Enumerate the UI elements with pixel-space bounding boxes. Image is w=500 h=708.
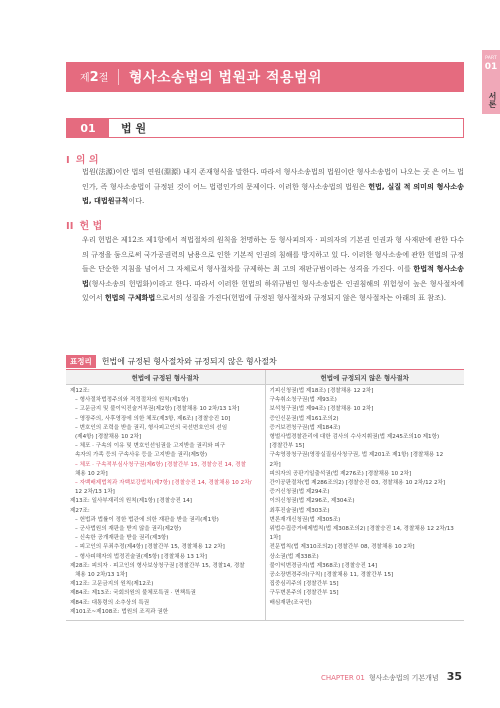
table-row: – 신속한 공개재판을 받을 권리(제3항)	[75, 535, 169, 542]
table-row: 1차]	[269, 535, 281, 542]
table-row: 집중심리주의 [경찰간부 15]	[269, 581, 339, 588]
table-row: 2차]	[269, 461, 281, 468]
table-row: – 변호인의 조력을 받을 권리, 형사피고인의 국선변호인의 선임	[75, 424, 228, 431]
table-caption	[66, 355, 277, 368]
table-row: – 체포 · 구속의 이유 및 변호인선임권을 고지받을 권리와 피구	[75, 443, 226, 450]
table-row: – 형사절차법정주의와 적정절차의 원칙(제1항)	[75, 397, 189, 404]
subsection-heading	[66, 118, 464, 138]
table-tag: 표정리	[66, 355, 96, 368]
bold-text: 헌법, 실질	[368, 181, 402, 191]
table-row: 구두변론주의 [경찰간부 15]	[269, 590, 339, 597]
table-row: 채용 10 2차/13 1차]	[75, 572, 128, 579]
table-row: 제13조: 일사부재리의 원칙(제1항) [경찰승진 14]	[70, 498, 192, 505]
table-row: 위법수집증거배제법칙(법 제308조의2) [경찰승진 14, 경찰채용 12 2차/13	[269, 526, 454, 533]
heading-mark: I	[66, 155, 70, 166]
title-divider	[118, 69, 119, 85]
heading-meaning	[66, 151, 99, 166]
heading-mark: II	[66, 221, 74, 232]
table-row: 제27조:	[70, 507, 90, 514]
text-line: 이다.	[128, 196, 145, 205]
text-line: 다. 이러한 형사소송에 관한 헌법의 규정들은 단순한 지침을 넘어서 그 자체로서 형사절차를 규제하는 최	[82, 249, 464, 273]
table-row: 피의자의 공판기일출석권(법 제276조) [경찰채용 10 2차]	[269, 470, 412, 477]
text-line: 으로서의	[155, 293, 183, 302]
table-row: [경찰간부 15]	[269, 443, 305, 450]
column-header-left: 헌법에 규정된 형사절차	[66, 370, 266, 384]
page-footer	[321, 670, 462, 683]
section-title-banner	[66, 62, 464, 92]
bold-text: 헌법의 구체화법	[104, 293, 156, 302]
section-number	[66, 69, 118, 85]
table-row: 증거보전청구권(법 제184조)	[269, 424, 341, 431]
right-column	[266, 385, 465, 620]
heading-text: 의 의	[75, 155, 99, 166]
table-row: 제12조:	[70, 388, 90, 394]
table-row: 12 2차/13 1차]	[75, 489, 115, 496]
table-header	[66, 370, 464, 385]
table-row: 변론재개신청권(법 제305조)	[269, 516, 341, 523]
bold-text: 적 의미의 형사소송법, 대법원규칙	[82, 181, 465, 205]
part-title: 서론	[488, 92, 497, 108]
table-row: 불이익변경금지(법 제368조) [경찰승진 14]	[269, 562, 378, 569]
table-row: 제84조: 제13조: 국회의원의 불체포특권 · 면책특권	[70, 590, 196, 597]
column-header-right: 헌법에 규정되지 않은 형사절차	[320, 373, 409, 382]
subsection-title: 법 원	[121, 122, 147, 135]
page-number: 35	[446, 670, 462, 683]
table-row: 간이공판절차(법 제286조의2) [경찰승진 03, 경찰채용 10 2차/12 2차]	[269, 480, 446, 487]
table-row: 최후진술권(법 제303조)	[269, 507, 330, 514]
table-body	[66, 385, 464, 621]
table-row: 증거신청권(법 제294조)	[269, 489, 330, 496]
table-row: – 고문금지 및 불이익진술거부권(제2항) [경찰채용 10 2차/13 1차]	[75, 406, 240, 413]
table-row: – 군사법원의 재판을 받지 않을 권리(제2항)	[75, 526, 182, 533]
table-row: (제4항) [경찰채용 10 2차]	[75, 434, 142, 441]
section-suffix: 절	[98, 73, 109, 84]
table-row: – 체포 · 구속적부심사청구권(제6항) [경찰간부 15, 경찰승진 14, 경찰	[75, 461, 246, 468]
table-row: 배심재판(조국민)	[269, 599, 312, 606]
section-title: 형사소송법의 법원과 적용범위	[129, 70, 323, 86]
table-row: 제28조: 피의자 · 피고인의 형사보상청구권 [경찰간부 15, 경찰14, 경찰	[70, 562, 245, 569]
subsection-number: 01	[67, 119, 109, 137]
table-title: 헌법에 규정된 형사절차와 규정되지 않은 형사절차	[101, 357, 277, 366]
paragraph-constitution	[82, 233, 464, 306]
table-row: 기피신청권(법 제18조) [경찰채용 12 2차]	[269, 388, 374, 394]
text-line: 법원(法源)이란 법의 연원(淵源) 내지 존재형식을 말한다. 따라서 형사소송법의 법원이란 형사소송법이 나오는 곳	[82, 167, 430, 176]
footer-chapter-title: 형사소송법의 기본개념	[368, 674, 439, 682]
text-line: 우리 헌법은 제12조 제1항에서 적법절차의 원칙을 천명하는 등 형사피의자 · 피의자의 기본권 인권과 형	[82, 235, 403, 244]
table-row: 채용 10 2차]	[75, 470, 108, 477]
table-row: 상소권(법 제338조)	[269, 553, 319, 560]
text-line: 은 어느 법인가, 즉 형사소송법이 규정된 것이 어느 법령인가의 문제이다. 이러한 형사소송법의 법원은	[82, 167, 464, 191]
table-row: 전문법칙(법 제310조의2) [경찰간부 08, 경찰채용 10 2차]	[269, 544, 415, 551]
table-row: 이의신청권(법 제296조, 제304조)	[269, 498, 355, 505]
table-row: 제84조: 대통령의 소추상의 특권	[70, 599, 150, 606]
table-row: 보석청구권(법 제94조) [경찰채용 10 2차]	[269, 406, 374, 413]
text-line: 헌법의 하위규범인 형사소송법은 인권침해의 위험성이 높은 형사절차에 있어서	[82, 278, 464, 302]
text-line: 고의 재판규범이라는 성격을 가진다. 이를	[282, 264, 414, 273]
part-label: PART	[485, 56, 497, 61]
text-line: 성질을 가진다(헌법에 규정된 형사절차와 규정되지 않은 형사절차는 아래의 표 참조).	[184, 293, 447, 302]
section-num: 2	[89, 70, 99, 85]
table-row: 제12조: 고문금지의 원칙(제12조)	[70, 581, 154, 588]
part-number: 01	[484, 62, 498, 72]
text-line: (형사소송의 헌법화)이라고 한다. 따라서 이러한	[88, 278, 239, 288]
table-row: 속자의 가족 등의 구속사유 등을 고지받을 권리(제5항)	[75, 452, 208, 459]
procedure-table	[66, 369, 464, 621]
table-row: 구속영장청구권(영장실질심사청구권, 법 제201조 제1항) [경찰채용 12	[269, 452, 444, 459]
table-row: 구속취소청구권(법 제93조)	[269, 397, 337, 404]
table-row: – 헌법과 법률이 정한 법관에 의한 재판을 받을 권리(제1항)	[75, 516, 219, 523]
table-row: 형벌사법경찰관리에 대한 검사의 수사지휘권(법 제245조의10 제1항)	[269, 434, 440, 441]
left-column	[66, 385, 266, 620]
table-row: – 영장주의, 사후영장에 의한 체포(제3항, 제6조) [경찰승진 10]	[75, 415, 231, 422]
table-row: – 형사피해자의 법정진술권(제5항) [경찰채용 13 1차]	[75, 553, 207, 560]
bold-text: 한법적 형사소송법	[82, 264, 464, 288]
table-row: 제101조~제108조: 법원의 조직과 권한	[70, 608, 169, 615]
table-row: – 피고인의 무죄추정(제4항) [경찰간부 15, 경찰채용 12 2차]	[75, 544, 225, 551]
table-row: 증인신문권(법 제161조의2)	[269, 415, 339, 422]
heading-text: 헌 법	[79, 221, 103, 232]
table-row: 공소장변경주의(구칙) [경찰채용 11, 경찰간부 15]	[269, 572, 394, 579]
footer-chapter: CHAPTER 01	[320, 674, 365, 682]
table-row: – 자백배제법칙과 자백보강법칙(제7항) [경찰승진 14, 경찰채용 10 2차/	[75, 480, 252, 487]
paragraph-meaning	[82, 165, 464, 209]
section-prefix: 제	[80, 73, 90, 84]
text-line: 사재판에 관한 다수의 규정을 둠으로써 국가공권력의 남용으로 인한 기본적 인권의 침해를 방지하고 있	[82, 235, 464, 259]
heading-constitution	[66, 217, 102, 232]
